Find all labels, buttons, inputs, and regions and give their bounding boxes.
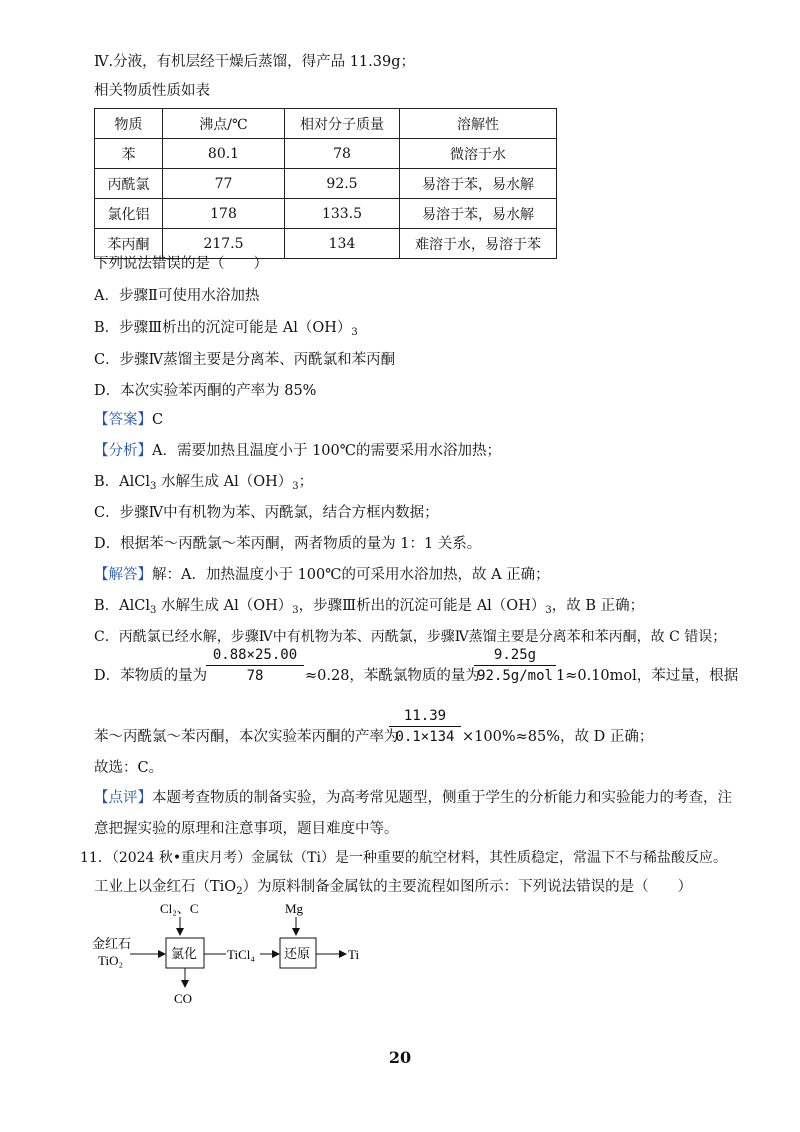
- table-cell: 氯化铝: [95, 199, 163, 229]
- table-cell: 134: [285, 229, 400, 259]
- table-cell: 苯丙酮: [95, 229, 163, 259]
- solution-tag: 【解答】: [94, 567, 152, 583]
- solution-d-end: 1≈0.10mol，苯过量，根据: [556, 668, 739, 684]
- fraction-numerator: 0.88×25.00: [206, 645, 304, 666]
- reagent-mg: Mg: [285, 901, 304, 916]
- option-d: D．本次实验苯丙酮的产率为 85%: [94, 383, 317, 399]
- analysis-a-text: A．需要加热且温度小于 100℃的需要采用水浴加热；: [152, 443, 501, 459]
- table-row: [95, 169, 557, 199]
- byproduct-co: CO: [174, 991, 193, 1006]
- question-11-text: 工业上以金红石（TiO: [94, 879, 237, 895]
- fraction-denominator: 92.5g/mol: [477, 668, 553, 684]
- solution-d2-end: ×100%≈85%，故 D 正确；: [462, 729, 654, 745]
- fraction-chloride-moles: [474, 645, 556, 686]
- question-stem: 下列说法错误的是（ ）: [94, 256, 268, 272]
- subscript: 2: [236, 886, 243, 897]
- subscript: 3: [292, 605, 299, 616]
- solution-b-text: ，步骤Ⅲ析出的沉淀可能是 Al（OH）: [298, 598, 546, 614]
- solution-d-prefix: D．苯物质的量为: [94, 668, 208, 684]
- solution-b-text: 水解生成 Al（OH）: [156, 598, 293, 614]
- analysis-b-text: 水解生成 Al（OH）: [156, 474, 293, 490]
- table-cell: 133.5: [285, 199, 400, 229]
- table-header-row: [95, 109, 557, 139]
- table-cell: 易溶于苯，易水解: [400, 199, 557, 229]
- subscript: 3: [545, 605, 552, 616]
- fraction-denominator: 78: [246, 668, 264, 684]
- analysis-a: [94, 441, 501, 461]
- option-a: A．步骤Ⅱ可使用水浴加热: [94, 288, 260, 304]
- table-row: [95, 199, 557, 229]
- answer-tag: 【答案】: [94, 412, 152, 428]
- fraction-numerator: 11.39: [389, 706, 461, 727]
- solution-d-middle: ≈0.28，苯酰氯物质的量为: [305, 668, 480, 684]
- question-11-line-1: 11．（2024 秋•重庆月考）金属钛（Ti）是一种重要的航空材料，其性质稳定，常温下不与稀盐酸反应。: [80, 850, 727, 866]
- table-cell: 78: [285, 139, 400, 169]
- fraction-numerator: 9.25g: [474, 645, 556, 666]
- solution-b: [94, 596, 644, 621]
- fraction-benzene-moles: [206, 645, 304, 686]
- solution-a: [94, 565, 550, 585]
- solution-choice: 故选：C。: [94, 760, 164, 776]
- table-cell: 易溶于苯，易水解: [400, 169, 557, 199]
- fraction-denominator: 0.1×134: [395, 729, 455, 745]
- solution-d2-prefix: 苯～丙酰氯～苯丙酮，本次实验苯丙酮的产率为: [94, 729, 399, 745]
- analysis-b-text: B．AlCl: [94, 474, 150, 490]
- answer-line: [94, 410, 163, 430]
- table-cell: 217.5: [163, 229, 285, 259]
- table-header-cell: 物质: [95, 109, 163, 139]
- solution-a-text: 解：A．加热温度小于 100℃的可采用水浴加热，故 A 正确；: [152, 567, 550, 583]
- solution-b-text: ，故 B 正确；: [551, 598, 645, 614]
- table-header-cell: 溶解性: [400, 109, 557, 139]
- question-11-text: ）为原料制备金属钛的主要流程如图所示：下列说法错误的是（ ）: [242, 879, 693, 895]
- table-cell: 丙酰氯: [95, 169, 163, 199]
- fraction-yield: [389, 706, 461, 747]
- table-header-cell: 沸点/℃: [163, 109, 285, 139]
- option-c: C．步骤Ⅳ蒸馏主要是分离苯、丙酰氯和苯丙酮: [94, 352, 396, 368]
- subscript: 3: [292, 481, 299, 492]
- input-rutile-label: 金红石: [92, 936, 132, 951]
- analysis-c: C．步骤Ⅳ中有机物为苯、丙酰氯，结合方框内数据；: [94, 505, 439, 521]
- table-intro: 相关物质性质如表: [94, 83, 210, 99]
- page-number: 20: [388, 1048, 412, 1067]
- table-cell: 微溶于水: [400, 139, 557, 169]
- review-text: 本题考查物质的制备实验，为高考常见题型，侧重于学生的分析能力和实验能力的考查，注: [152, 790, 732, 806]
- review-line-2: 意把握实验的原理和注意事项，题目难度中等。: [94, 821, 399, 837]
- option-b-text: B．步骤Ⅲ析出的沉淀可能是 Al（OH）: [94, 320, 352, 336]
- analysis-d: D．根据苯～丙酰氯～苯丙酮，两者物质的量为 1：1 关系。: [94, 536, 482, 552]
- table-header-cell: 相对分子质量: [285, 109, 400, 139]
- table-cell: 92.5: [285, 169, 400, 199]
- analysis-b-text: ；: [298, 474, 314, 490]
- table-cell: 80.1: [163, 139, 285, 169]
- option-b: [94, 318, 358, 343]
- table-cell: 苯: [95, 139, 163, 169]
- subscript: 3: [150, 481, 157, 492]
- table-cell: 178: [163, 199, 285, 229]
- chlorination-label: 氯化: [171, 946, 198, 961]
- intermediate-ticl4: TiCl₄: [227, 947, 255, 962]
- subscript: 3: [150, 605, 157, 616]
- analysis-tag: 【分析】: [94, 443, 152, 459]
- reagent-cl2-c: Cl₂、C: [160, 901, 199, 916]
- review-line-1: [94, 788, 732, 808]
- subscript: 3: [351, 327, 358, 338]
- step-4-text: Ⅳ.分液，有机层经干燥后蒸馏，得产品 11.39g；: [94, 54, 415, 70]
- solution-b-text: B．AlCl: [94, 598, 150, 614]
- table-cell: 难溶于水，易溶于苯: [400, 229, 557, 259]
- product-ti: Ti: [348, 947, 360, 962]
- input-tio2-label: TiO₂: [98, 953, 124, 968]
- property-table: [94, 108, 557, 259]
- table-row: [95, 139, 557, 169]
- answer-value: C: [152, 412, 164, 428]
- review-tag: 【点评】: [94, 790, 152, 806]
- titanium-process-flow-diagram: [90, 895, 390, 1010]
- solution-c: C．丙酰氯已经水解，步骤Ⅳ中有机物为苯、丙酰氯，步骤Ⅳ蒸馏主要是分离苯和苯丙酮，故 C 错误；: [94, 629, 727, 645]
- table-cell: 77: [163, 169, 285, 199]
- reduction-label: 还原: [284, 946, 311, 961]
- analysis-b: [94, 472, 313, 497]
